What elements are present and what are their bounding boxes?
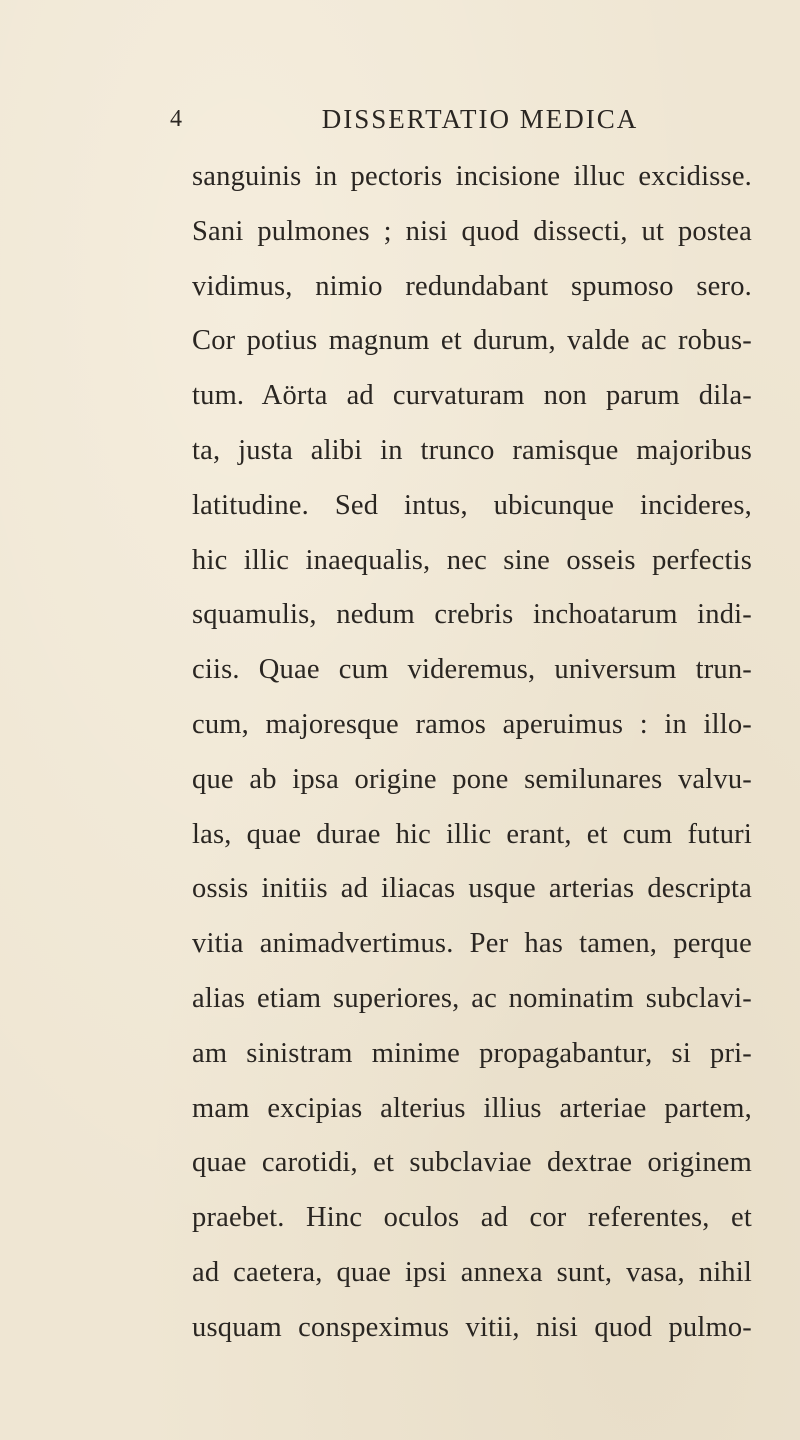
- text-line: Sani pulmones ; nisi quod dissecti, ut postea: [192, 215, 752, 247]
- text-line: que ab ipsa origine pone semilunares valvu-: [192, 763, 752, 795]
- text-line: alias etiam superiores, ac nominatim subclavi-: [192, 982, 752, 1014]
- text-line: praebet. Hinc oculos ad cor referentes, et: [192, 1202, 752, 1234]
- text-line: vitia animadvertimus. Per has tamen, perque: [192, 928, 752, 960]
- text-line: hic illic inaequalis, nec sine osseis perfectis: [192, 544, 752, 576]
- text-line: quae carotidi, et subclaviae dextrae originem: [192, 1147, 752, 1179]
- text-line: Cor potius magnum et durum, valde ac robus-: [192, 325, 752, 357]
- text-line: ossis initiis ad iliacas usque arterias descripta: [192, 873, 752, 905]
- text-line: sanguinis in pectoris incisione illuc excidisse.: [192, 161, 752, 192]
- text-line: tum. Aörta ad curvaturam non parum dila-: [192, 380, 752, 412]
- text-line: mam excipias alterius illius arteriae partem,: [192, 1092, 752, 1124]
- text-line: ta, justa alibi in trunco ramisque majoribus: [192, 434, 752, 466]
- text-line: vidimus, nimio redundabant spumoso sero.: [192, 270, 752, 302]
- text-line: am sinistram minime propagabantur, si pri-: [192, 1037, 752, 1069]
- text-line: cum, majoresque ramos aperuimus : in illo-: [192, 708, 752, 740]
- running-head: DISSERTATIO MEDICA: [321, 104, 639, 134]
- text-line: usquam conspeximus vitii, nisi quod pulmo-: [192, 1311, 752, 1343]
- page-number: 4: [170, 106, 182, 132]
- text-line: squamulis, nedum crebris inchoatarum indi-: [192, 599, 752, 631]
- text-line: ciis. Quae cum videremus, universum trun-: [192, 654, 752, 686]
- text-line: ad caetera, quae ipsi annexa sunt, vasa, nihil: [192, 1256, 752, 1288]
- text-line: las, quae durae hic illic erant, et cum futuri: [192, 818, 752, 850]
- page-header: [170, 104, 730, 140]
- text-line: latitudine. Sed intus, ubicunque incideres,: [192, 489, 752, 521]
- body-text: [192, 150, 752, 1356]
